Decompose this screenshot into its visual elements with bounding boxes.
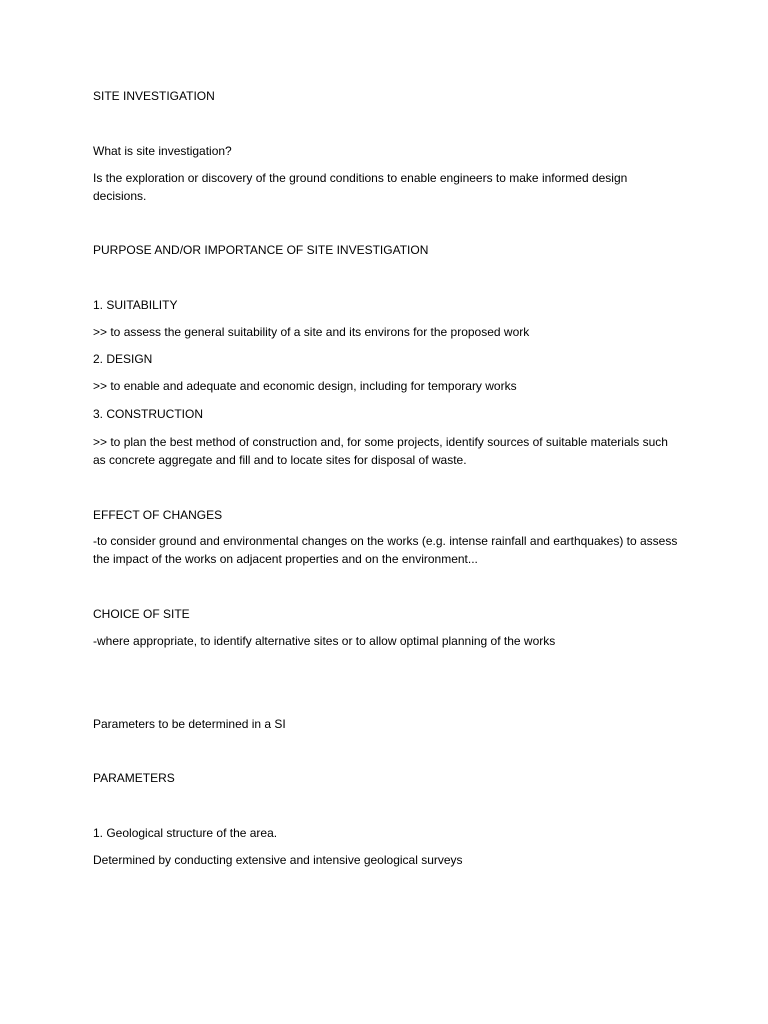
parameter-1-heading: 1. Geological structure of the area.	[93, 826, 278, 840]
item-text-suitability: >> to assess the general suitability of a site and its environs for the proposed work	[93, 325, 530, 339]
parameters-heading: PARAMETERS	[93, 771, 175, 785]
document-title: SITE INVESTIGATION	[93, 89, 215, 103]
choice-heading: CHOICE OF SITE	[93, 607, 190, 621]
item-text-construction: >> to plan the best method of construction and, for some projects, identify sources of suitable materials such as concrete aggregate and fill and to locate sites for disposal of waste.	[93, 435, 668, 467]
effect-heading: EFFECT OF CHANGES	[93, 508, 223, 522]
question-text: What is site investigation?	[93, 144, 232, 158]
purpose-heading: PURPOSE AND/OR IMPORTANCE OF SITE INVESTIGATION	[93, 243, 429, 257]
item-heading-design: 2. DESIGN	[93, 352, 153, 366]
choice-paragraph: -where appropriate, to identify alternative sites or to allow optimal planning of the works	[93, 634, 556, 648]
parameters-intro: Parameters to be determined in a SI	[93, 717, 286, 731]
item-heading-construction: 3. CONSTRUCTION	[93, 407, 204, 421]
effect-paragraph: -to consider ground and environmental changes on the works (e.g. intense rainfall and earthquakes) to assess the impact of the works on adjacent properties and on the environment...	[93, 534, 678, 566]
definition-paragraph: Is the exploration or discovery of the ground conditions to enable engineers to make informed design decisions.	[93, 171, 628, 203]
item-heading-suitability: 1. SUITABILITY	[93, 298, 178, 312]
parameter-1-text: Determined by conducting extensive and intensive geological surveys	[93, 853, 463, 867]
item-text-design: >> to enable and adequate and economic design, including for temporary works	[93, 379, 517, 393]
